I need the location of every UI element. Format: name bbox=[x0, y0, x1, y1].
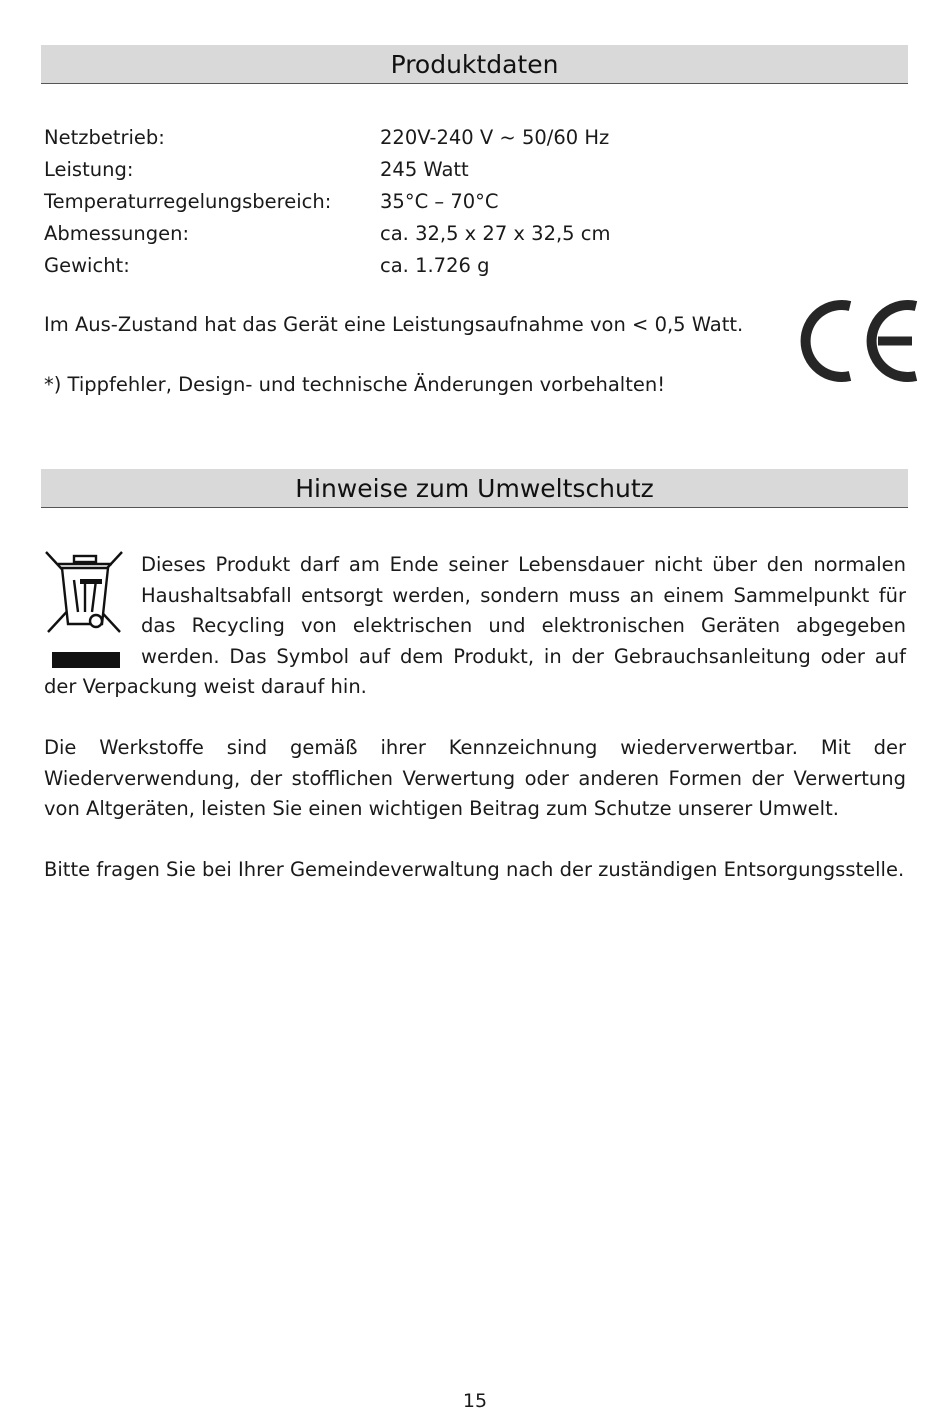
section-heading-product-data: Produktdaten bbox=[41, 45, 908, 84]
spec-label: Netzbetrieb: bbox=[44, 126, 165, 149]
spec-label: Leistung: bbox=[44, 158, 134, 181]
spec-label: Abmessungen: bbox=[44, 222, 190, 245]
spec-label: Gewicht: bbox=[44, 254, 130, 277]
recycling-paragraph: Die Werkstoffe sind gemäß ihrer Kennzeichnung wiederverwertbar. Mit der Wiederverwendung, der stofflichen Verwertung oder anderen Formen der Verwertung von Altgeräten, leisten Sie einen wichtigen Beitrag zum Schutze unserer Umwelt. bbox=[44, 736, 906, 820]
disclaimer-note: *) Tippfehler, Design- und technische Änderungen vorbehalten! bbox=[44, 373, 666, 396]
spec-row-weight bbox=[44, 250, 611, 282]
spec-value: 245 Watt bbox=[380, 158, 469, 181]
spec-row-dimensions bbox=[44, 218, 611, 250]
icon-spacer bbox=[44, 550, 141, 670]
spec-row-temperature-range bbox=[44, 186, 611, 218]
weee-disposal-text: Dieses Produkt darf am Ende seiner Lebensdauer nicht über den normalen Haushaltsabfall entsorgt werden, sondern muss an einem Sammelpunkt für das Recycling von elektrischen und elektronischen Geräten abgegeben werden. Das Symbol auf dem Produkt, in der Gebrauchsanleitung oder auf der Verpackung weist darauf hin. bbox=[44, 553, 906, 698]
spec-value: ca. 1.726 g bbox=[380, 254, 490, 277]
standby-power-note: Im Aus-Zustand hat das Gerät eine Leistungsaufnahme von < 0,5 Watt. bbox=[44, 313, 744, 336]
spec-value: 35°C – 70°C bbox=[380, 190, 499, 213]
spec-value: ca. 32,5 x 27 x 32,5 cm bbox=[380, 222, 611, 245]
ce-mark-icon bbox=[798, 296, 922, 386]
section-heading-environment: Hinweise zum Umweltschutz bbox=[41, 469, 908, 508]
spec-row-wattage bbox=[44, 154, 611, 186]
disposal-authority-paragraph: Bitte fragen Sie bei Ihrer Gemeindeverwaltung nach der zuständigen Entsorgungsstelle. bbox=[44, 858, 905, 881]
spec-label: Temperaturregelungsbereich: bbox=[44, 190, 332, 213]
weee-disposal-paragraph bbox=[44, 550, 906, 703]
spec-row-power-supply bbox=[44, 122, 611, 154]
page-number: 15 bbox=[462, 1390, 488, 1412]
spec-table bbox=[44, 122, 611, 282]
spec-value: 220V-240 V ~ 50/60 Hz bbox=[380, 126, 610, 149]
